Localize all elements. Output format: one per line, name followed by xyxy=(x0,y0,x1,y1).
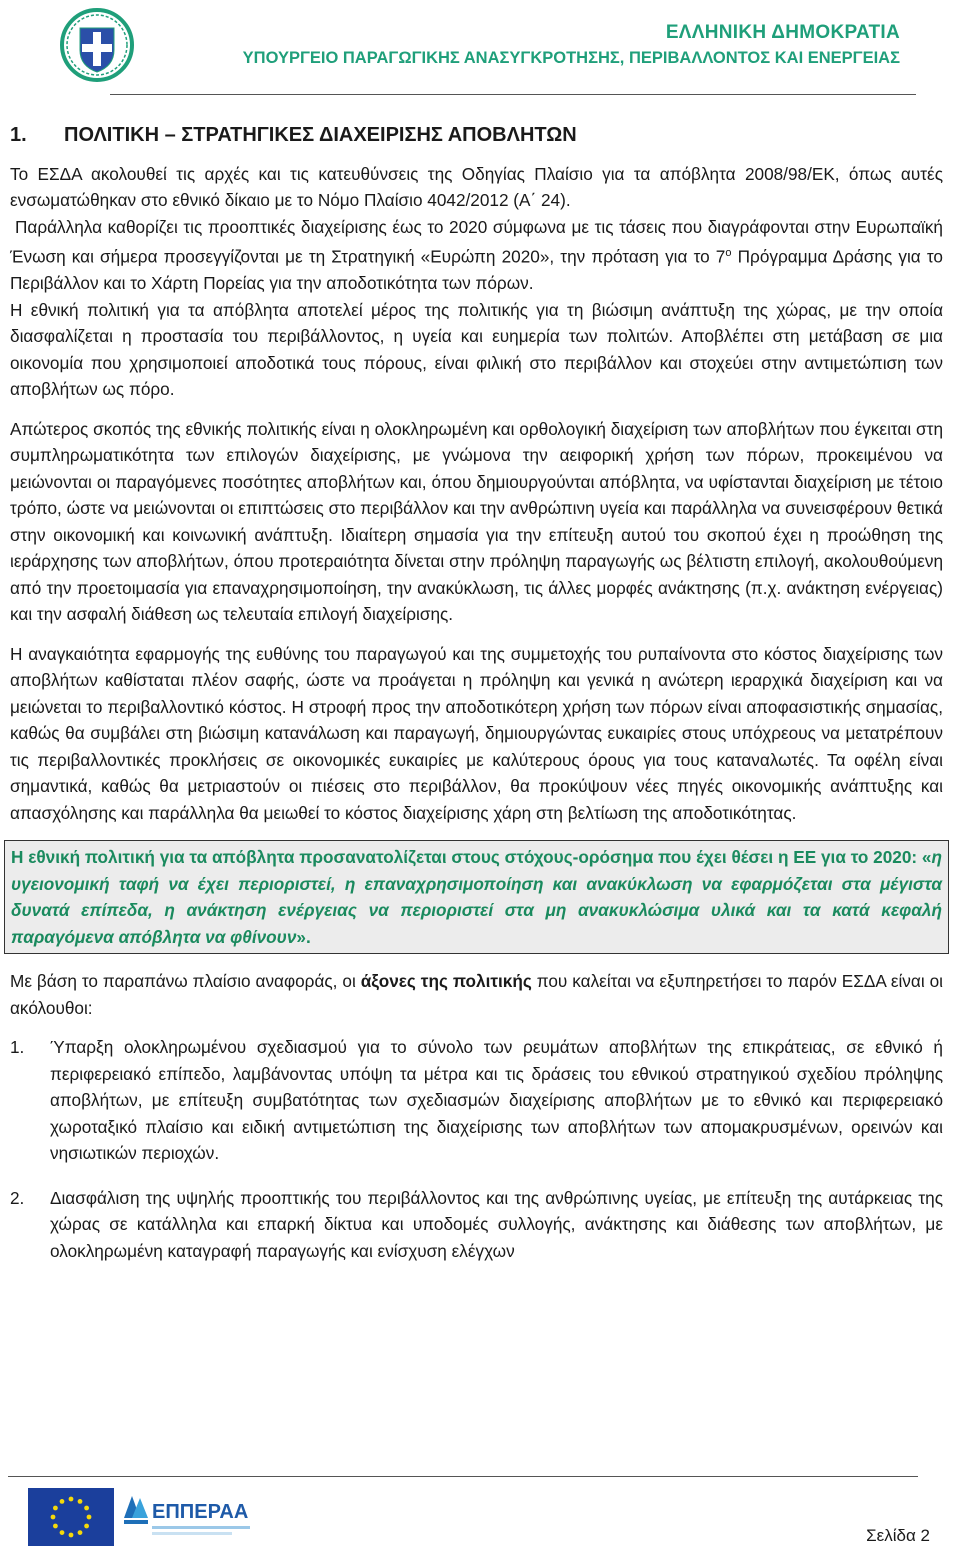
paragraph-1: Το ΕΣΔΑ ακολουθεί τις αρχές και τις κατευθύνσεις της Οδηγίας Πλαίσιο για τα απόβλητα 2008/98/ΕΚ, όπως αυτές ενσωματώθηκαν στο εθνικό δίκαιο με το Νόμο Πλαίσιο 4042/2012 (Α΄ 24). xyxy=(10,163,943,210)
paragraph-4: Απώτερος σκοπός της εθνικής πολιτικής είναι η ολοκληρωμένη και ορθολογική διαχείριση των αποβλήτων που έγκειται στη συμπληρωματικότητα των επιλογών διαχείρισης, με γνώμονα την αειφορική χρήση των πόρων, προκειμένου να μειώνονται οι παραγόμενες ποσότητες αποβλήτων και, όπου δημιουργούνται απόβλητα, να υφίστανται διαχείριση με τέτοιο τρόπο, ώστε να μειώνονται οι επιπτώσεις στο περιβάλλον και την ανθρώπινη υγεία και παράλληλα να συνεισφέρουν θετικά στην οικονομική και κοινωνική ανάπτυξη. Ιδιαίτερη σημασία για την επίτευξη αυτού του σκοπού έχει η προώθηση της ιεράρχησης των αποβλήτων, όπου προτεραιότητα δίνεται στην πρόληψη παραγωγής ως βέλτιστη επιλογή, ακολουθούμενη από την προετοιμασία για επαναχρησιμοποίηση, την ανακύκλωση, τις άλλες μορφές ανάκτησης (π.χ. ανάκτηση ενέργειας) και την ασφαλή διάθεση ως τελευταία επιλογή διαχείρισης. xyxy=(10,418,943,625)
page-number: Σελίδα 2 xyxy=(866,1526,930,1545)
list-item-text: Διασφάλιση της υψηλής προοπτικής του περιβάλλοντος και της ανθρώπινης υγείας, με επίτευξη της αυτάρκειας της χώρας σε κατάλληλα και επαρκή δίκτυα και υποδομές συλλογής, ανάκτησης και διάθεσης των αποβλήτων, με ολοκληρωμένη καταγραφή παραγωγής και ενίσχυση ελέγχων xyxy=(50,1187,943,1261)
page-header xyxy=(0,0,960,100)
paragraph-3: Η εθνική πολιτική για τα απόβλητα αποτελεί μέρος της πολιτικής για τη βιώσιμη ανάπτυξη της χώρας, με την οποία διασφαλίζεται η προστασία του περιβάλλοντος, η υγεία και ευημερία των πολιτών. Αποβλέπει στη μετάβαση σε μια οικονομία που χρησιμοποιεί αποδοτικά τους πόρους, είναι φιλική στο περιβάλλον και στοχεύει στην αντιμετώπιση των αποβλήτων ως πόρο. xyxy=(10,299,943,400)
eu-flag-icon xyxy=(28,1488,114,1546)
greek-coat-of-arms-icon xyxy=(60,4,134,86)
paragraph-5: Η αναγκαιότητα εφαρμογής της ευθύνης του παραγωγού και της συμμετοχής του ρυπαίνοντα στο κόστος διαχείρισης των αποβλήτων καθίσταται πλέον σαφής, ώστε να προάγεται η πρόληψη και γενικά η ανώτερη ιεραρχικά διαχείριση και να μειώνεται το περιβαλλοντικό κόστος. Η στροφή προς την αποδοτικότερη χρήση των πόρων είναι αποφασιστικής σημασίας, καθώς θα συμβάλει στη βιώσιμη κατανάλωση και παραγωγή, δημιουργώντας ευκαιρίες στους υπόχρεους να μετατρέπουν τις περιβαλλοντικές προκλήσεις σε οικονομικές ευκαιρίες με καλύτερους όρους για τους καταναλωτές. Τα οφέλη είναι σημαντικά, καθώς θα μετριαστούν οι πιέσεις στο περιβάλλον, θα προκύψουν νέες πηγές οικονομικής ανάπτυξης και απασχόλησης και παράλληλα θα μειωθεί το κόστος διαχείρισης χάρη στη βελτίωση της αποδοτικότητας. xyxy=(10,643,943,823)
list-item-text: Ύπαρξη ολοκληρωμένου σχεδιασμού για το σύνολο των ρευμάτων αποβλήτων της επικράτειας, σε εθνικό ή περιφερειακό επίπεδο, λαμβάνοντας υπόψη τα μέτρα και τις δράσεις του εθνικού στρατηγικού σχεδίου πρόληψης αποβλήτων, με επίτευξη συμβατότητας των σχεδιασμών διαχείρισης αποβλήτων με το εθνικό και περιφερειακό χωροταξικό πλαίσιο και ειδική αντιμετώπιση της διαχείρισης των αποβλήτων των απομακρυσμένων, ορεινών και νησιωτικών περιοχών. xyxy=(50,1037,943,1164)
callout-outro: ». xyxy=(296,926,311,947)
policy-callout-box xyxy=(4,840,949,954)
header-text xyxy=(243,22,900,68)
paragraph-2-after: Πρόγραμμα Δράσης για το Περιβάλλον και το Χάρτη Πορείας για την αποδοτικότητα των πόρων. xyxy=(10,246,943,294)
header-divider xyxy=(110,94,916,95)
axes-intro-bold: άξονες της πολιτικής xyxy=(360,971,532,992)
callout-italic: η υγειονομική ταφή να έχει περιοριστεί, η επαναχρησιμοποίηση και ανακύκλωση να εφαρμόζεται στα μέγιστα δυνατά επίπεδα, η ανάκτηση ενέργειας να περιοριστεί στα μη ανακυκλώσιμα υλικά και τα κατά κεφαλή παραγόμενα απόβλητα να φθίνουν xyxy=(11,847,942,947)
policy-axes-list xyxy=(10,1034,943,1264)
axes-intro xyxy=(10,968,943,1021)
axes-intro-after: που καλείται να εξυπηρετήσει το παρόν ΕΣΔΑ είναι οι ακόλουθοι: xyxy=(10,971,943,1018)
document-body xyxy=(10,118,943,1264)
paragraph-2 xyxy=(10,214,943,297)
header-line-1: ΕΛΛΗΝΙΚΗ ΔΗΜΟΚΡΑΤΙΑ xyxy=(665,22,900,43)
list-item-number: 1. xyxy=(10,1037,25,1058)
section-number: 1. xyxy=(10,124,27,146)
footer-divider xyxy=(8,1476,918,1477)
paragraph-2-superscript: ο xyxy=(725,247,732,259)
epperaa-logo-text: ΕΠΠΕΡΑΑ xyxy=(152,1501,249,1523)
section-title-text: ΠΟΛΙΤΙΚΗ – ΣΤΡΑΤΗΓΙΚΕΣ ΔΙΑΧΕΙΡΙΣΗΣ ΑΠΟΒΛΗΤΩΝ xyxy=(64,124,577,146)
section-title xyxy=(10,122,943,149)
list-item xyxy=(10,1034,943,1167)
header-line-2: ΥΠΟΥΡΓΕΙΟ ΠΑΡΑΓΩΓΙΚΗΣ ΑΝΑΣΥΓΚΡΟΤΗΣΗΣ, ΠΕΡΙΒΑΛΛΟΝΤΟΣ ΚΑΙ ΕΝΕΡΓΕΙΑΣ xyxy=(242,49,900,67)
list-item-number: 2. xyxy=(10,1187,25,1208)
paragraph-2-before: Παράλληλα καθορίζει τις προοπτικές διαχείρισης έως το 2020 σύμφωνα με τις τάσεις που διαγράφονται στην Ευρωπαϊκή Ένωση και σήμερα προσεγγίζονται με τη Στρατηγική «Ευρώπη 2020», την πρόταση για το 7 xyxy=(10,216,943,267)
callout-intro: Η εθνική πολιτική για τα απόβλητα προσανατολίζεται στους στόχους-ορόσημα που έχει θέσει η ΕΕ για το 2020: « xyxy=(11,847,932,868)
epperaa-logo xyxy=(118,1488,258,1546)
list-item xyxy=(10,1185,943,1265)
axes-intro-before: Με βάση το παραπάνω πλαίσιο αναφοράς, οι xyxy=(10,971,361,992)
